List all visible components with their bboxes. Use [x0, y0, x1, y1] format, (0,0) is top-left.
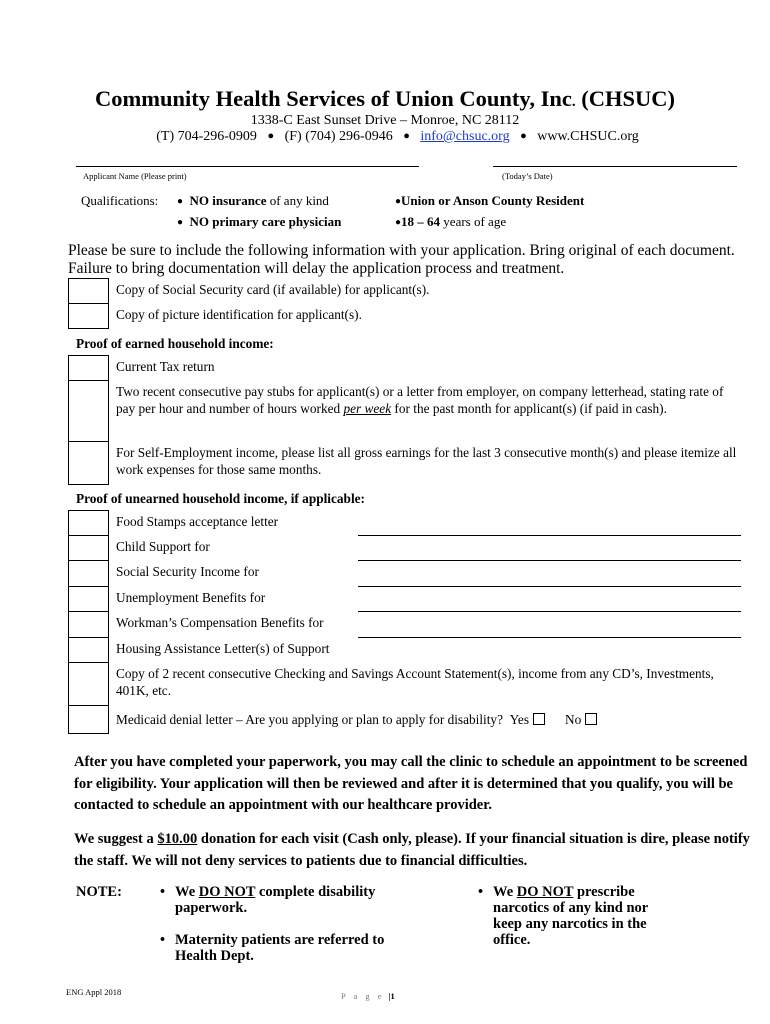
checklist-label: Unemployment Benefits for — [116, 589, 266, 605]
no-label: No — [564, 711, 582, 727]
bullet-icon: ● — [395, 196, 402, 207]
checklist-row — [69, 279, 743, 304]
page-title — [0, 86, 770, 112]
note-item: • Maternity patients are referred to Health Dept. — [158, 932, 420, 964]
checklist-row — [69, 587, 743, 612]
checkbox[interactable] — [69, 663, 109, 706]
email-link[interactable]: info@chsuc.org — [420, 129, 510, 144]
qualification-item: ●Union or Anson County Resident — [395, 193, 585, 208]
note-right — [476, 884, 676, 948]
child-support-line[interactable] — [358, 560, 741, 561]
checklist-row — [69, 511, 743, 536]
bullet-icon: ● — [403, 130, 410, 142]
todays-date-field[interactable] — [493, 166, 737, 167]
checkbox[interactable] — [69, 638, 109, 663]
checkbox[interactable] — [69, 304, 109, 329]
checklist-row — [69, 561, 743, 587]
checkbox[interactable] — [69, 511, 109, 536]
social-security-line[interactable] — [358, 586, 741, 587]
checkbox[interactable] — [69, 612, 109, 638]
checkbox[interactable] — [69, 356, 109, 381]
checklist-label: Food Stamps acceptance letter — [116, 513, 279, 529]
org-abbrev: (CHSUC) — [581, 86, 676, 111]
workmans-comp-line[interactable] — [358, 637, 741, 638]
checklist-label: Child Support for — [116, 538, 210, 554]
checklist-label: Current Tax return — [116, 358, 215, 374]
food-stamps-line[interactable] — [358, 535, 741, 536]
checkbox[interactable] — [69, 442, 109, 485]
todays-date-label: (Today’s Date) — [502, 171, 553, 181]
applicant-name-field[interactable] — [76, 166, 419, 167]
checklist-row — [69, 706, 743, 734]
checklist-row — [69, 638, 743, 663]
checklist-label: Copy of 2 recent consecutive Checking and Savings Account Statement(s), income from any CD’s, Investments, 401K, etc. — [116, 665, 714, 698]
unearned-income-heading: Proof of unearned household income, if applicable: — [76, 491, 365, 506]
address: 1338-C East Sunset Drive – Monroe, NC 28112 — [250, 113, 520, 128]
id-docs-table — [68, 278, 743, 329]
after-paperwork-text: After you have completed your paperwork, you may call the clinic to schedule an appointment to be screened for eligibility. Your application will then be reviewed and after it is determined that you qualify, you will be contacted to schedule an appointment with our healthcare provider. — [74, 754, 748, 813]
medicaid-row: Medicaid denial letter – Are you applying or plan to apply for disability? Yes No — [109, 706, 743, 734]
checklist-label: For Self-Employment income, please list all gross earnings for the last 3 consecutive month(s) and please itemize all work expenses for those same months. — [116, 444, 737, 477]
applicant-name-label: Applicant Name (Please print) — [83, 171, 187, 181]
qualification-item: ●18 – 64 years of age — [395, 214, 507, 229]
qualification-item: ● NO insurance of any kind — [177, 193, 329, 208]
bullet-icon: ● — [177, 196, 184, 207]
intro-text: Please be sure to include the following information with your application. Bring original of each document. Failure to bring documentation will delay the application process and treatment. — [68, 242, 735, 277]
earned-income-heading: Proof of earned household income: — [76, 336, 274, 351]
checklist-label: Workman’s Compensation Benefits for — [116, 614, 324, 630]
checkbox[interactable] — [69, 279, 109, 304]
unearned-income-table — [68, 510, 743, 734]
bullet-icon: ● — [267, 130, 275, 142]
phone: (T) 704-296-0909 — [156, 129, 257, 144]
note-item: • We DO NOT prescribe narcotics of any kind nor keep any narcotics in the office. — [476, 884, 676, 948]
checklist-label: Two recent consecutive pay stubs for applicant(s) or a letter from employer, on company letterhead, stating rate of pay per hour and number of hours worked per week for the past month for applicant(s) (if paid in cash). — [116, 383, 724, 416]
donation-text: We suggest a $10.00 donation for each visit (Cash only, please). If your financial situation is dire, please notify the staff. We will not deny services to patients due to financial difficulties. — [74, 831, 750, 869]
checklist-label: Copy of Social Security card (if available) for applicant(s). — [116, 281, 430, 297]
yes-checkbox[interactable] — [533, 713, 545, 725]
org-name-tail: . — [571, 94, 576, 110]
no-checkbox[interactable] — [585, 713, 597, 725]
bullet-icon: ● — [395, 217, 402, 228]
checklist-row — [69, 536, 743, 561]
note-item: • We DO NOT complete disability paperwork. — [158, 884, 420, 916]
checklist-row — [69, 381, 743, 442]
checklist-row — [69, 356, 743, 381]
yes-label: Yes — [509, 711, 530, 727]
page-number: P a g e |1 — [341, 991, 395, 1001]
unemployment-line[interactable] — [358, 611, 741, 612]
checklist-row — [69, 304, 743, 329]
checkbox[interactable] — [69, 587, 109, 612]
checklist-row — [69, 612, 743, 638]
earned-income-table — [68, 355, 743, 485]
qualifications-label: Qualifications: — [81, 193, 159, 208]
checkbox[interactable] — [69, 706, 109, 734]
contact-line — [0, 129, 770, 145]
bullet-icon: ● — [177, 217, 184, 228]
checkbox[interactable] — [69, 536, 109, 561]
checklist-row — [69, 663, 743, 706]
checklist-label: Housing Assistance Letter(s) of Support — [116, 640, 330, 656]
org-name: Community Health Services of Union County, Inc — [94, 86, 572, 111]
checklist-row — [69, 442, 743, 485]
checklist-label: Copy of picture identification for applicant(s). — [116, 306, 362, 322]
qualification-item: ● NO primary care physician — [177, 214, 342, 229]
bullet-icon: ● — [520, 130, 527, 142]
form-code: ENG Appl 2018 — [66, 987, 122, 997]
website: www.CHSUC.org — [537, 129, 639, 144]
note-left — [158, 884, 420, 964]
checklist-label: Social Security Income for — [116, 563, 259, 579]
checkbox[interactable] — [69, 561, 109, 587]
checkbox[interactable] — [69, 381, 109, 442]
fax: (F) (704) 296-0946 — [284, 129, 393, 144]
note-label: NOTE: — [76, 884, 122, 900]
